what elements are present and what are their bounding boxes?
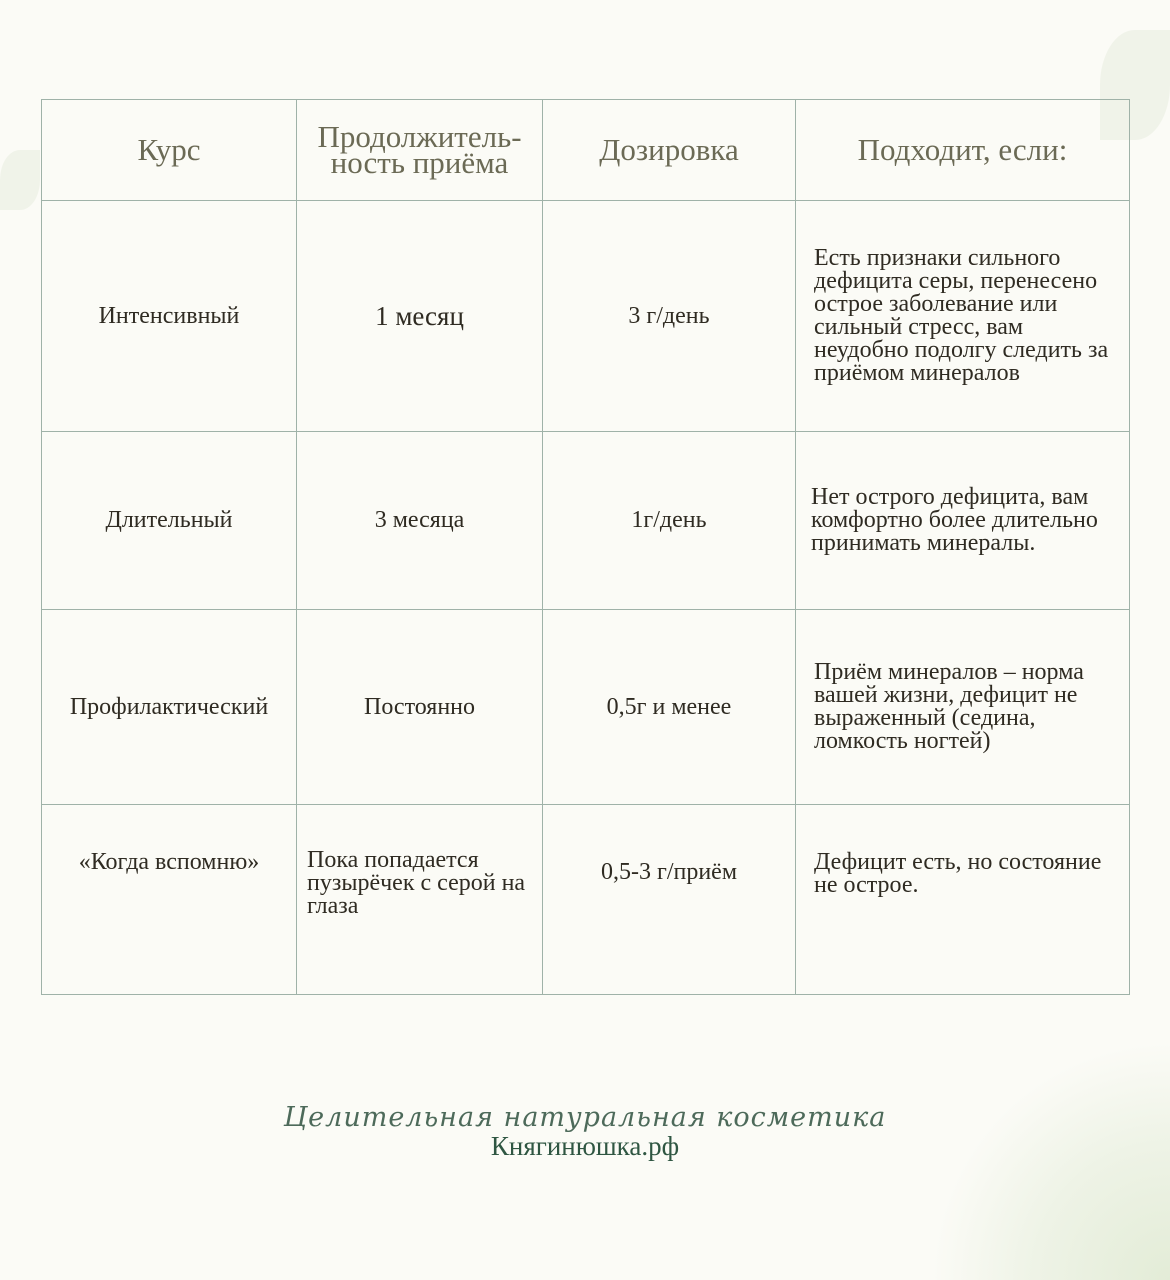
cell-dosage: 0,5-3 г/приём: [543, 805, 796, 995]
cell-suitable: Приём минералов – норма вашей жизни, дефицит не выраженный (седина, ломкость ногтей): [796, 610, 1130, 805]
table-row: [42, 432, 1130, 610]
cell-course: Профилактический: [42, 610, 297, 805]
brand-site: Княгинюшка.рф: [490, 1131, 680, 1161]
cell-course: «Когда вспомню»: [42, 805, 297, 995]
cell-duration: 3 месяца: [297, 432, 543, 610]
cell-course: Длительный: [42, 432, 297, 610]
cell-dosage: 0,5г и менее: [543, 610, 796, 805]
decorative-leaf: [0, 150, 40, 210]
table-row: [42, 610, 1130, 805]
cell-suitable: Дефицит есть, но состояние не острое.: [796, 805, 1130, 995]
footer: [0, 1102, 1170, 1162]
brand-slogan: Целительная натуральная косметика: [283, 1102, 887, 1133]
cell-duration: 1 месяц: [297, 201, 543, 432]
cell-dosage: 1г/день: [543, 432, 796, 610]
course-table: [41, 99, 1130, 995]
cell-duration: Пока попадается пузырёчек с серой на глаза: [297, 805, 543, 995]
table-row: [42, 201, 1130, 432]
header-suitable: Подходит, если:: [796, 100, 1130, 201]
cell-course: Интенсивный: [42, 201, 297, 432]
cell-suitable: Есть признаки сильного дефицита серы, перенесено острое заболевание или сильный стресс, вам неудобно подолгу следить за приёмом минералов: [796, 201, 1130, 432]
header-course: Курс: [42, 100, 297, 201]
table-header-row: [42, 100, 1130, 201]
cell-dosage: 3 г/день: [543, 201, 796, 432]
cell-duration: Постоянно: [297, 610, 543, 805]
header-dosage: Дозировка: [543, 100, 796, 201]
header-duration: Продолжитель- ность приёма: [297, 100, 543, 201]
cell-suitable: Нет острого дефицита, вам комфортно более длительно принимать минералы.: [796, 432, 1130, 610]
table-row: [42, 805, 1130, 995]
